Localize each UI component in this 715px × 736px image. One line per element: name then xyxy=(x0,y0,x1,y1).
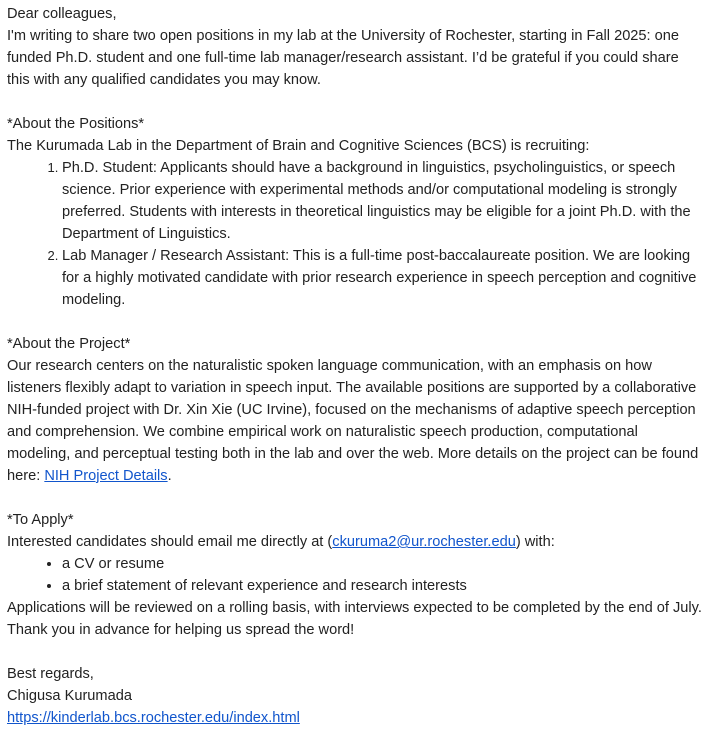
spacer xyxy=(7,641,705,663)
apply-text-after: ) with: xyxy=(515,534,555,550)
project-text: Our research centers on the naturalistic spoken language communication, with an emphasis on how listeners flexibly adapt to variation in speech input. The available positions are supported by a collaborative NIH-funded project with Dr. Xin Xie (UC Irvine), focused on the mechanisms of adaptive speech perception and comprehension. We combine empirical work on naturalistic speech production, computational modeling, and perceptual testing both in the lab and over the web. More details on the project can be found here: xyxy=(7,358,699,484)
sender-name: Chigusa Kurumada xyxy=(7,688,132,704)
spacer xyxy=(7,311,705,333)
positions-list xyxy=(7,157,705,311)
requirement-item-cv: • a CV or resume xyxy=(62,553,705,575)
project-heading: *About the Project* xyxy=(7,336,131,352)
email-address-link[interactable]: ckuruma2@ur.rochester.edu xyxy=(332,534,516,550)
signature-url-line xyxy=(7,707,705,729)
review-note: Applications will be reviewed on a rolling basis, with interviews expected to be completed by the end of July. xyxy=(7,600,702,616)
thanks-line: Thank you in advance for helping us spread the word! xyxy=(7,622,355,638)
apply-text-before: Interested candidates should email me directly at ( xyxy=(7,534,333,550)
requirement-item-statement: • a brief statement of relevant experience and research interests xyxy=(62,575,705,597)
position-item-lab-manager: 2. Lab Manager / Research Assistant: This is a full-time post-baccalaureate position. We are looking for a highly motivated candidate with prior research experience in speech perception and cognitive modeling. xyxy=(62,245,705,311)
apply-requirements-list xyxy=(7,553,705,597)
closing: Best regards, xyxy=(7,666,94,682)
nih-project-details-link[interactable]: NIH Project Details xyxy=(44,468,168,484)
apply-paragraph xyxy=(7,531,705,553)
greeting: Dear colleagues, xyxy=(7,6,117,22)
apply-heading: *To Apply* xyxy=(7,512,74,528)
lab-website-link[interactable]: https://kinderlab.bcs.rochester.edu/index.html xyxy=(7,710,300,726)
spacer xyxy=(7,487,705,509)
spacer xyxy=(7,91,705,113)
project-period: . xyxy=(167,468,172,484)
project-paragraph xyxy=(7,355,705,487)
intro-paragraph: I'm writing to share two open positions in my lab at the University of Rochester, starting in Fall 2025: one funded Ph.D. student and one full-time lab manager/research assistant. I’d be grateful if you could share this with any qualified candidates you may know. xyxy=(7,28,679,88)
positions-intro: The Kurumada Lab in the Department of Brain and Cognitive Sciences (BCS) is recruiting: xyxy=(7,138,590,154)
positions-heading: *About the Positions* xyxy=(7,116,145,132)
position-item-phd: 1. Ph.D. Student: Applicants should have a background in linguistics, psycholinguistics, or speech science. Prior experience with experimental methods and/or computational modeling is strongly preferred. Students with interests in theoretical linguistics may be eligible for a joint Ph.D. with the Department of Linguistics. xyxy=(62,157,705,245)
